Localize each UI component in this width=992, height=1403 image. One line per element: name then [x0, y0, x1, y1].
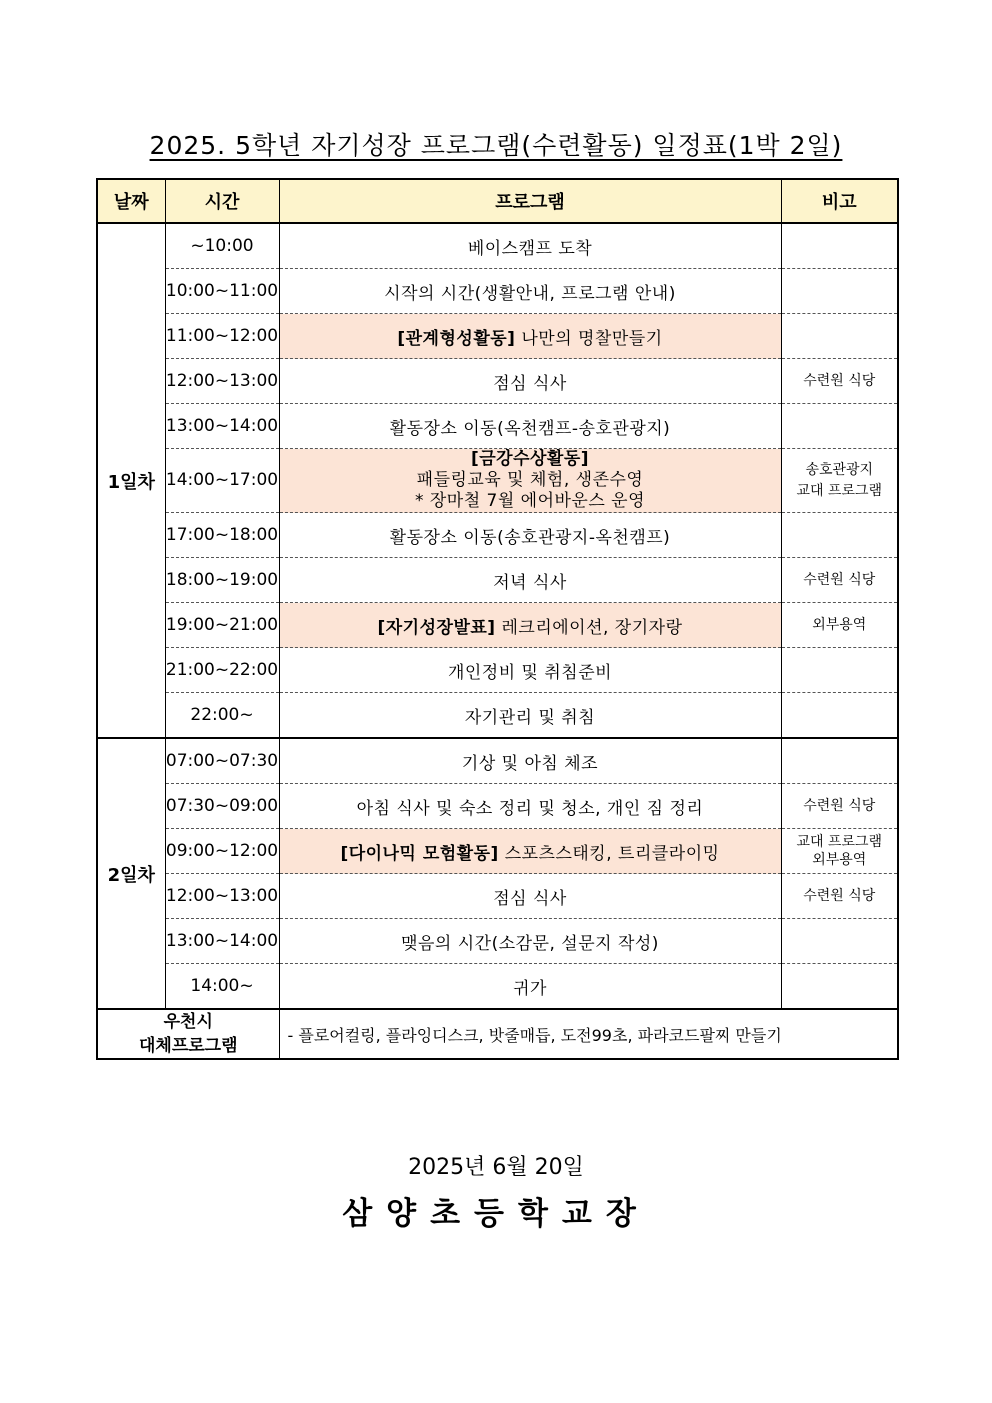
row-note: 외부용역	[781, 603, 898, 648]
row-note: 수련원 식당	[781, 874, 898, 919]
school-signature: 삼양초등학교장	[342, 1196, 650, 1232]
activity-tag: [자기성장발표]	[377, 617, 496, 638]
row-note	[781, 648, 898, 693]
note-line: 송호관광지	[805, 461, 874, 478]
table-row	[97, 738, 898, 784]
row-time: 19:00~21:00	[165, 603, 279, 648]
row-time: ~10:00	[165, 223, 279, 269]
activity-text: 레크리에이션, 장기자랑	[501, 617, 683, 638]
row-program: 활동장소 이동(옥천캠프-송호관광지)	[279, 404, 781, 449]
rain-label-line: 대체프로그램	[138, 1036, 238, 1056]
row-program	[279, 314, 781, 359]
activity-tag: [다이나믹 모험활동]	[340, 843, 499, 864]
day2-label: 2일차	[97, 738, 165, 1009]
row-note	[781, 314, 898, 359]
table-row	[97, 314, 898, 359]
row-time: 18:00~19:00	[165, 558, 279, 603]
row-time: 13:00~14:00	[165, 919, 279, 964]
row-program: 활동장소 이동(송호관광지-옥천캠프)	[279, 513, 781, 558]
note-line: 외부용역	[812, 852, 867, 868]
activity-tag: [금강수상활동]	[470, 449, 590, 469]
rain-label-line: 우천시	[163, 1012, 213, 1032]
row-time: 17:00~18:00	[165, 513, 279, 558]
row-program: 아침 식사 및 숙소 정리 및 청소, 개인 짐 정리	[279, 784, 781, 829]
table-row	[97, 223, 898, 269]
header-program: 프로그램	[279, 179, 781, 223]
row-time: 13:00~14:00	[165, 404, 279, 449]
document-date: 2025년 6월 20일	[408, 1155, 584, 1180]
document-title: 2025. 5학년 자기성장 프로그램(수련활동) 일정표(1박 2일)	[149, 131, 843, 160]
row-note: 수련원 식당	[781, 359, 898, 404]
activity-subnote: * 장마철 7월 에어바운스 운영	[414, 491, 646, 511]
table-row	[97, 449, 898, 513]
row-time: 14:00~17:00	[165, 449, 279, 513]
row-time: 14:00~	[165, 964, 279, 1010]
header-note: 비고	[781, 179, 898, 223]
table-row	[97, 269, 898, 314]
row-note: 수련원 식당	[781, 784, 898, 829]
table-row	[97, 784, 898, 829]
table-row	[97, 404, 898, 449]
table-row	[97, 693, 898, 739]
row-note	[781, 919, 898, 964]
row-program: 기상 및 아침 체조	[279, 738, 781, 784]
note-line: 교대 프로그램	[796, 834, 883, 850]
row-program: 맺음의 시간(소감문, 설문지 작성)	[279, 919, 781, 964]
row-note	[781, 513, 898, 558]
row-time: 10:00~11:00	[165, 269, 279, 314]
row-program: 점심 식사	[279, 359, 781, 404]
schedule-table	[96, 178, 899, 1060]
activity-text: 스포츠스태킹, 트리클라이밍	[504, 843, 720, 864]
row-time: 11:00~12:00	[165, 314, 279, 359]
activity-tag: [관계형성활동]	[397, 328, 516, 349]
row-time: 07:00~07:30	[165, 738, 279, 784]
row-program	[279, 449, 781, 513]
row-note: 수련원 식당	[781, 558, 898, 603]
row-note	[781, 449, 898, 513]
row-program	[279, 829, 781, 874]
row-program: 귀가	[279, 964, 781, 1010]
header-date: 날짜	[97, 179, 165, 223]
table-row	[97, 919, 898, 964]
table-row	[97, 558, 898, 603]
row-time: 07:30~09:00	[165, 784, 279, 829]
table-row	[97, 648, 898, 693]
row-note	[781, 829, 898, 874]
rain-label	[97, 1009, 279, 1059]
row-program: 개인정비 및 취침준비	[279, 648, 781, 693]
row-time: 21:00~22:00	[165, 648, 279, 693]
row-time: 09:00~12:00	[165, 829, 279, 874]
row-note	[781, 964, 898, 1010]
day1-label: 1일차	[97, 223, 165, 738]
row-program: 자기관리 및 취침	[279, 693, 781, 739]
table-row	[97, 513, 898, 558]
row-program	[279, 603, 781, 648]
row-program: 저녁 식사	[279, 558, 781, 603]
table-header-row	[97, 179, 898, 223]
header-time: 시간	[165, 179, 279, 223]
activity-text: 패들링교육 및 체험, 생존수영	[416, 470, 644, 490]
row-note	[781, 693, 898, 739]
row-note	[781, 223, 898, 269]
table-row	[97, 829, 898, 874]
row-time: 12:00~13:00	[165, 874, 279, 919]
table-row	[97, 359, 898, 404]
table-row	[97, 964, 898, 1010]
activity-text: 나만의 명찰만들기	[521, 328, 663, 349]
row-time: 22:00~	[165, 693, 279, 739]
row-time: 12:00~13:00	[165, 359, 279, 404]
row-program: 베이스캠프 도착	[279, 223, 781, 269]
row-note	[781, 738, 898, 784]
table-row	[97, 874, 898, 919]
row-note	[781, 404, 898, 449]
note-line: 교대 프로그램	[796, 482, 883, 499]
row-program: 시작의 시간(생활안내, 프로그램 안내)	[279, 269, 781, 314]
rain-content: - 플로어컬링, 플라잉디스크, 밧줄매듭, 도전99초, 파라코드팔찌 만들기	[279, 1009, 898, 1059]
row-note	[781, 269, 898, 314]
rain-row	[97, 1009, 898, 1059]
row-program: 점심 식사	[279, 874, 781, 919]
table-row	[97, 603, 898, 648]
